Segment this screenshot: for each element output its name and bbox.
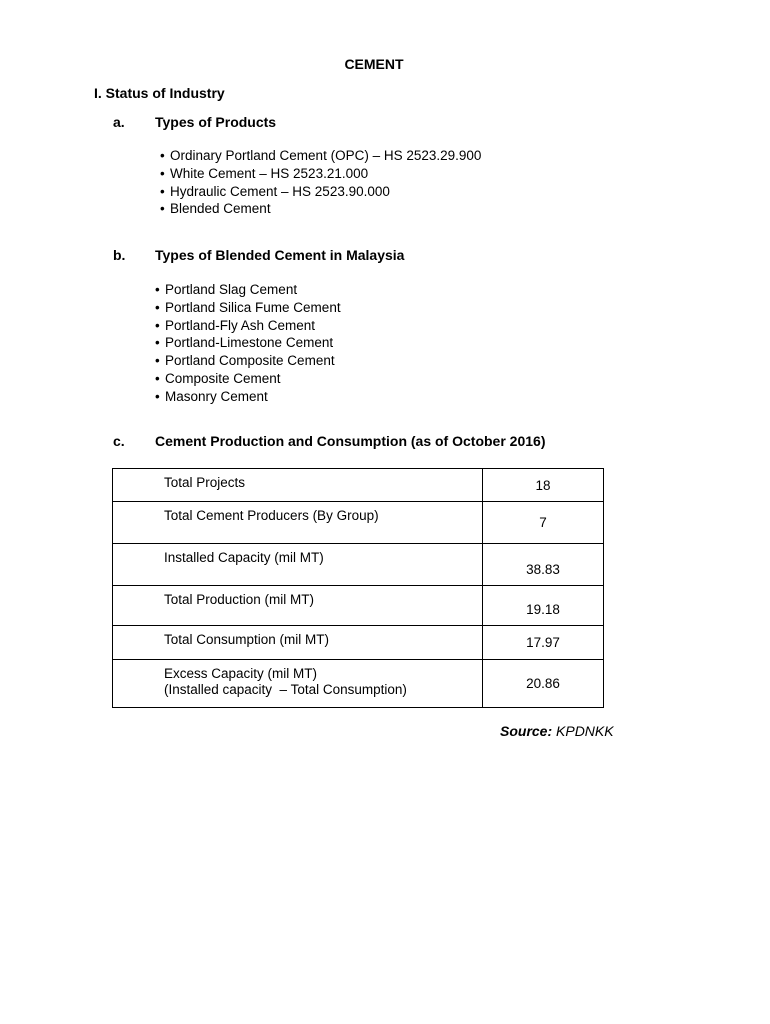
document-title: CEMENT — [344, 56, 404, 72]
subsection-a-letter: a. — [113, 114, 125, 130]
list-item: • Portland Silica Fume Cement — [155, 299, 341, 315]
bullet-icon: • — [155, 282, 160, 297]
section-heading — [94, 85, 225, 101]
list-item: • Blended Cement — [160, 201, 271, 217]
table-cell-label: Total Production (mil MT) — [113, 586, 483, 626]
table-cell-label: Installed Capacity (mil MT) — [113, 544, 483, 586]
table-row — [113, 626, 604, 660]
subsection-b-heading: Types of Blended Cement in Malaysia — [155, 247, 405, 263]
table-row — [113, 502, 604, 544]
subsection-a-heading: Types of Products — [155, 114, 277, 130]
section-number: I. — [94, 85, 102, 101]
list-item: • Masonry Cement — [155, 388, 268, 404]
table-row — [113, 660, 604, 708]
table-cell-label: Total Cement Producers (By Group) — [113, 502, 483, 544]
list-item: • Portland-Fly Ash Cement — [155, 317, 316, 333]
table-cell-value: 20.86 — [483, 660, 604, 708]
blended-cement-list — [155, 281, 341, 406]
section-title: Status of Industry — [105, 85, 225, 101]
table-cell-value: 19.18 — [483, 586, 604, 626]
list-item: • Portland Composite Cement — [155, 353, 335, 369]
table-row — [113, 469, 604, 502]
list-item: • Portland-Limestone Cement — [155, 335, 334, 351]
table-cell-value: 17.97 — [483, 626, 604, 660]
bullet-icon: • — [155, 317, 160, 333]
bullet-icon: • — [160, 165, 165, 181]
table-cell-label: Total Projects — [113, 469, 483, 502]
source-label: Source: — [500, 723, 553, 739]
source-note — [500, 723, 614, 739]
subsection-b-letter: b. — [113, 247, 126, 263]
bullet-icon: • — [155, 370, 160, 386]
list-item: • White Cement – HS 2523.21.000 — [160, 165, 369, 181]
bullet-icon: • — [155, 299, 160, 315]
list-item: • Ordinary Portland Cement (OPC) – HS 2523.29.900 — [160, 148, 482, 163]
bullet-icon: • — [160, 183, 165, 199]
bullet-icon: • — [155, 353, 160, 369]
table-cell-value: 38.83 — [483, 544, 604, 586]
production-consumption-table — [112, 468, 604, 708]
source-value: KPDNKK — [556, 723, 614, 739]
subsection-c-letter: c. — [113, 433, 125, 449]
bullet-icon: • — [160, 148, 165, 163]
table-row — [113, 586, 604, 626]
table-cell-value: 18 — [483, 469, 604, 502]
table-cell-value: 7 — [483, 502, 604, 544]
list-item: • Composite Cement — [155, 370, 281, 386]
table-cell-label: Total Consumption (mil MT) — [113, 626, 483, 660]
product-types-list — [160, 147, 481, 218]
table-row — [113, 544, 604, 586]
bullet-icon: • — [155, 388, 160, 404]
list-item: • Portland Slag Cement — [155, 282, 298, 297]
bullet-icon: • — [155, 335, 160, 351]
bullet-icon: • — [160, 201, 165, 217]
list-item: • Hydraulic Cement – HS 2523.90.000 — [160, 183, 390, 199]
subsection-c-heading: Cement Production and Consumption (as of October 2016) — [155, 433, 546, 449]
table-cell-label: Excess Capacity (mil MT) (Installed capacity – Total Consumption) — [113, 660, 483, 708]
